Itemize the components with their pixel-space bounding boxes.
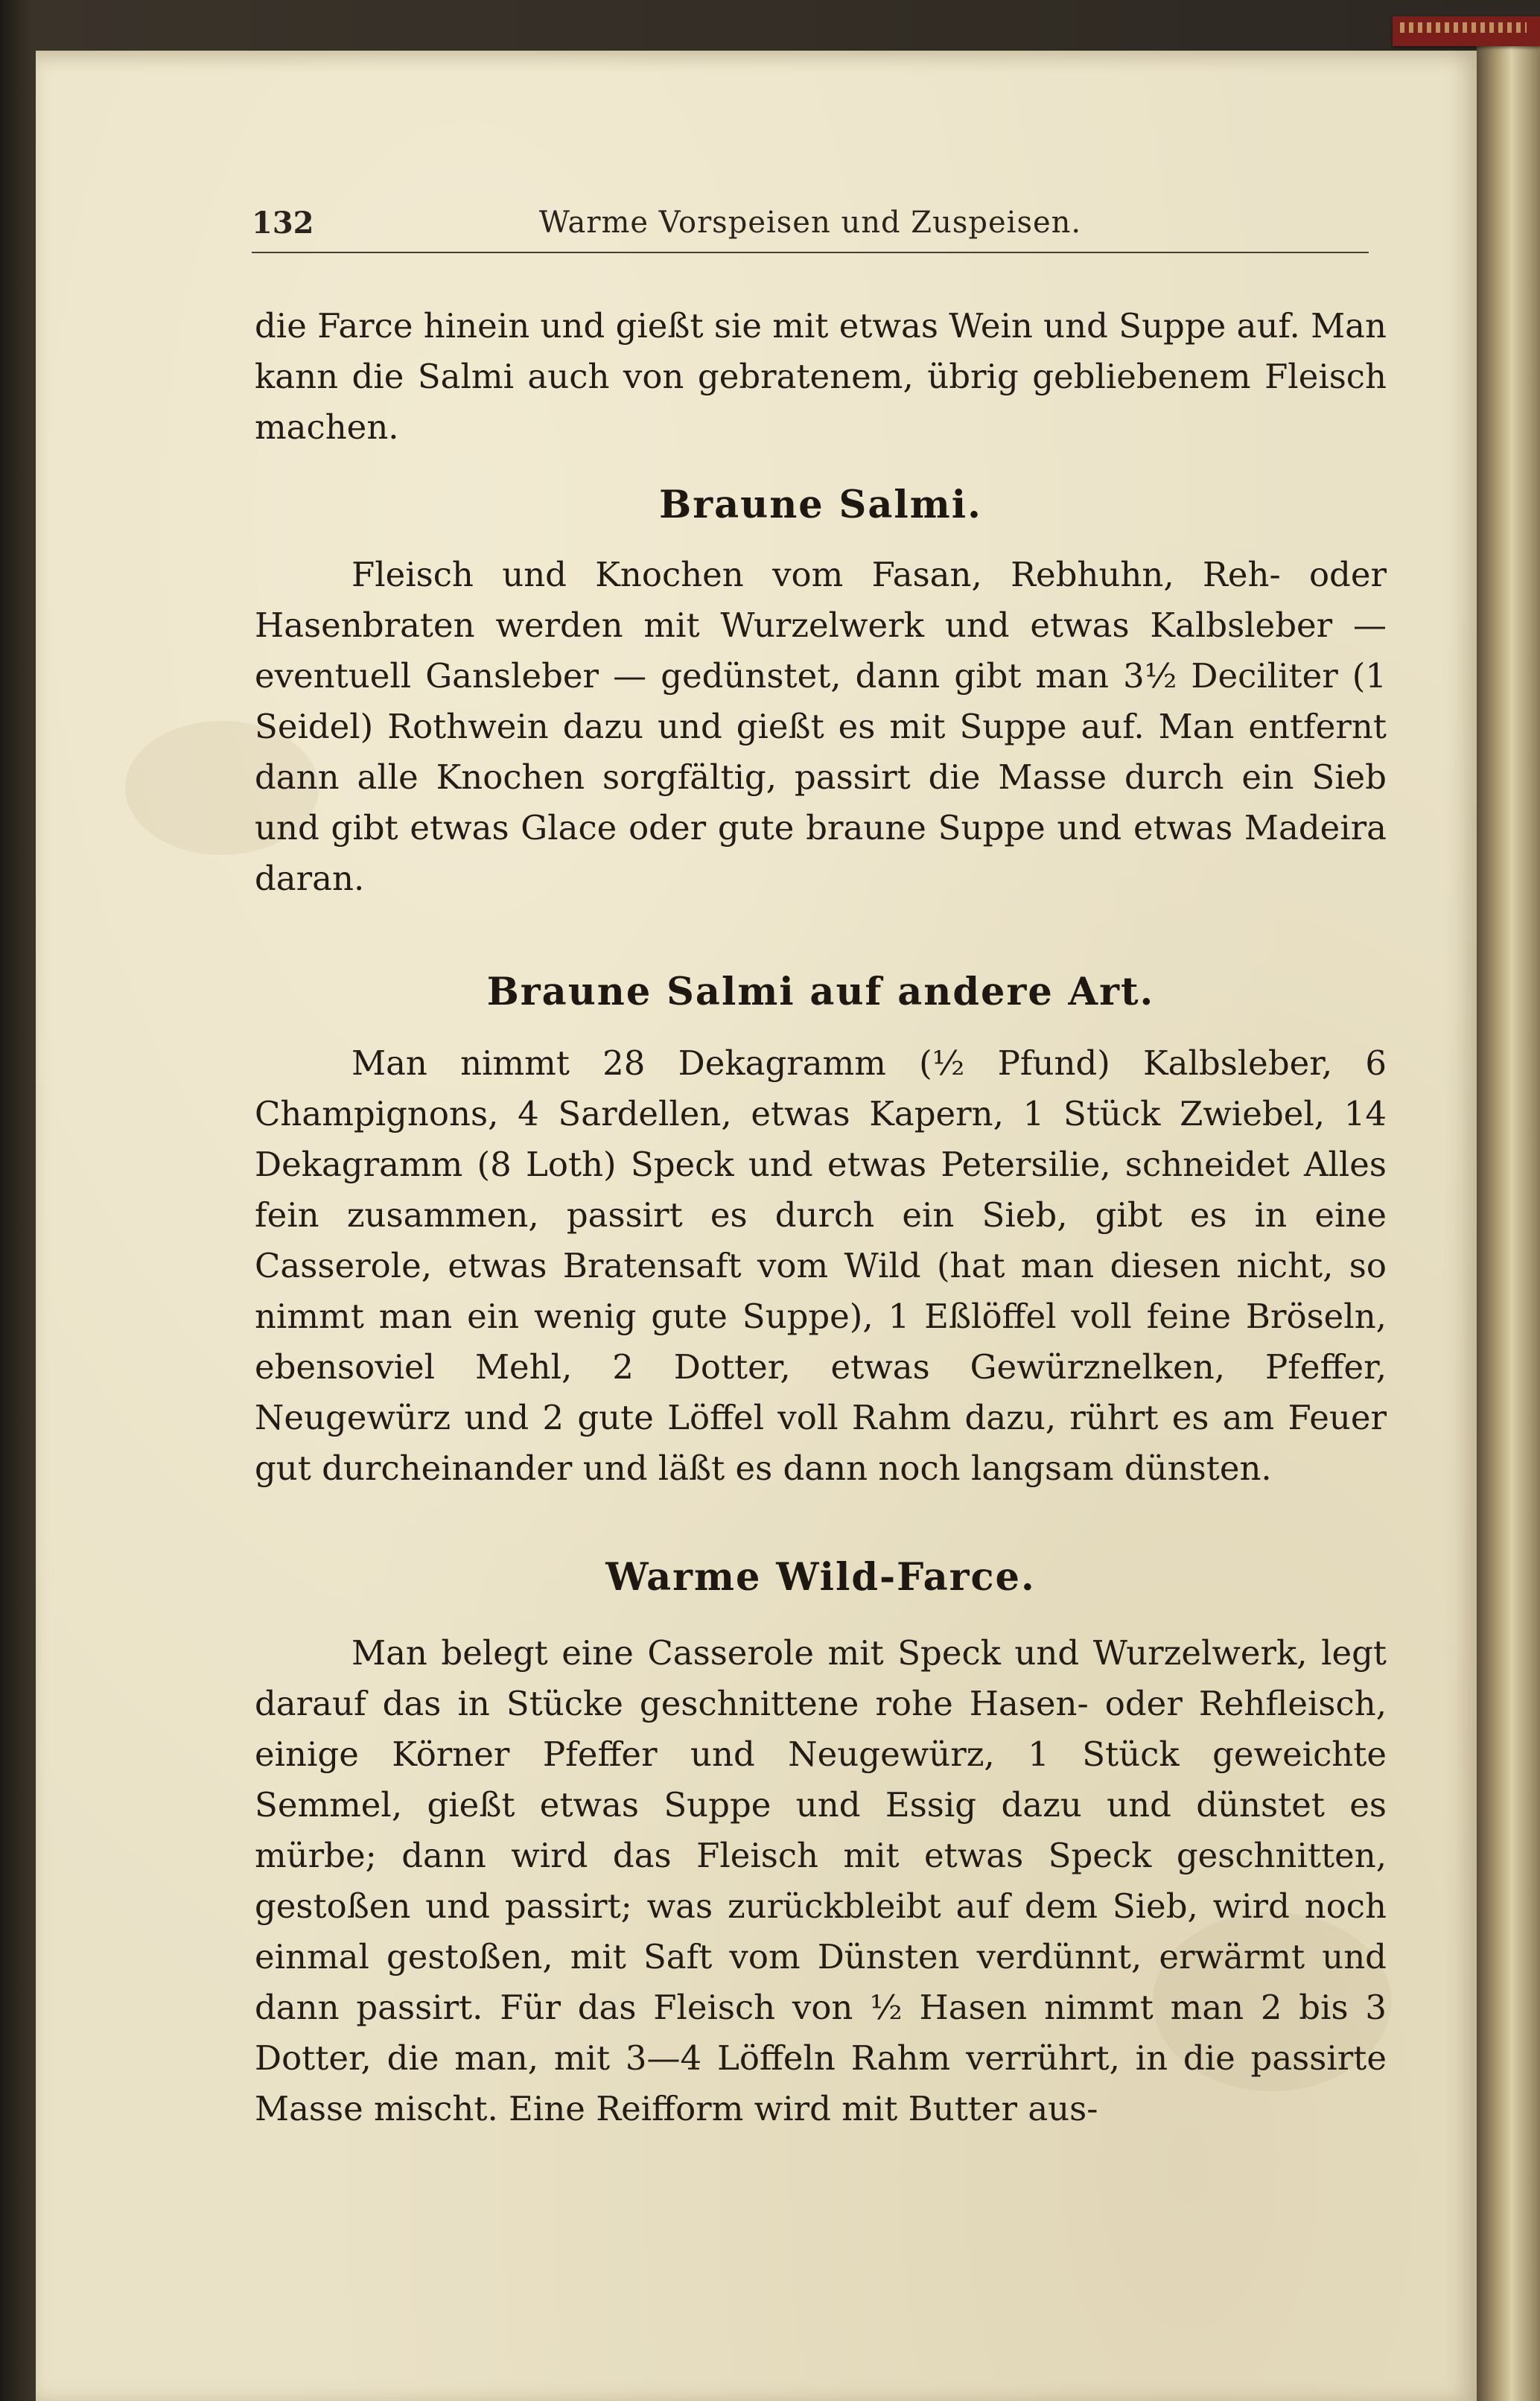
recipe-paragraph: Man nimmt 28 Dekagramm (½ Pfund) Kalbsleber, 6 Champignons, 4 Sardellen, etwas Kapern, 1 Stück Zwiebel, 14 Dekagramm (8 Loth) Speck und etwas Petersilie, schneidet Alles fein zusammen, passirt es durch ein Sieb, gibt es in eine Casserole, etwas Bratensaft vom Wild (hat man diesen nicht, so nimmt man ein wenig gute Suppe), 1 Eßlöffel voll feine Bröseln, ebensoviel Mehl, 2 Dotter, etwas Gewürznelken, Pfeffer, Neugewürz und 2 gute Löffel voll Rahm dazu, rührt es am Feuer gut durcheinander und läßt es dann noch langsam dünsten.	[255, 1043, 1387, 1488]
section-heading-braune-salmi: Braune Salmi.	[659, 483, 982, 527]
header-rule	[252, 252, 1369, 253]
recipe-paragraph: Man belegt eine Casserole mit Speck und Wurzelwerk, legt darauf das in Stücke geschnittene rohe Hasen- oder Rehfleisch, einige Körner Pfeffer und Neugewürz, 1 Stück geweichte Semmel, gießt etwas Suppe und Essig dazu und dünstet es mürbe; dann wird das Fleisch mit etwas Speck geschnitten, gestoßen und passirt; was zurückbleibt auf dem Sieb, wird noch einmal gestoßen, mit Saft vom Dünsten verdünnt, erwärmt und dann passirt. Für das Fleisch von ½ Hasen nimmt man 2 bis 3 Dotter, die man, mit 3—4 Löffeln Rahm verrührt, in die passirte Masse mischt. Eine Reifform wird mit Butter aus-	[255, 1633, 1387, 2128]
page-number: 132	[252, 206, 314, 241]
section-braune-salmi	[255, 550, 1387, 904]
intro-paragraph: die Farce hinein und gießt sie mit etwas Wein und Suppe auf. Man kann die Salmi auch von gebratenem, übrig gebliebenem Fleisch machen.	[255, 306, 1387, 447]
section-braune-salmi-andere-art	[255, 1038, 1387, 1494]
running-title: Warme Vorspeisen und Zuspeisen.	[538, 206, 1082, 240]
section-heading-braune-salmi-andere-art: Braune Salmi auf andere Art.	[486, 970, 1155, 1014]
section-heading-warme-wild-farce: Warme Wild-Farce.	[605, 1555, 1036, 1600]
intro-paragraph-block	[255, 301, 1387, 453]
page-header	[252, 206, 1369, 250]
ribbon-pattern	[1400, 22, 1527, 33]
recipe-paragraph: Fleisch und Knochen vom Fasan, Rebhuhn, Reh- oder Hasenbraten werden mit Wurzelwerk und etwas Kalbsleber — eventuell Gansleber — gedünstet, dann gibt man 3½ Deciliter (1 Seidel) Rothwein dazu und gießt es mit Suppe auf. Man entfernt dann alle Knochen sorgfältig, passirt die Masse durch ein Sieb und gibt etwas Glace oder gute braune Suppe und etwas Madeira daran.	[255, 555, 1387, 898]
section-warme-wild-farce	[255, 1628, 1387, 2134]
book-spine	[1477, 30, 1540, 2401]
